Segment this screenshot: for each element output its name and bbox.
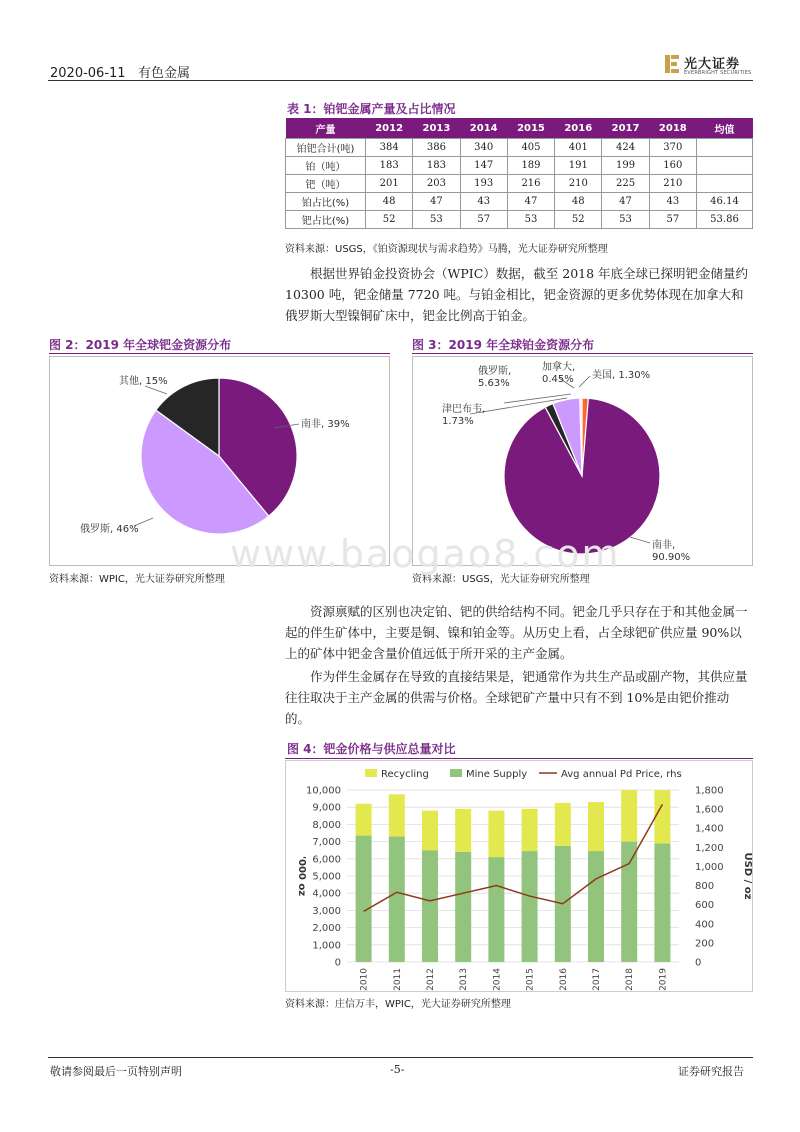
y2-tick-label: 1,200 <box>695 842 724 854</box>
table-row-label: 铂（吨） <box>286 157 366 175</box>
y-tick-label: 9,000 <box>312 802 341 814</box>
report-sector: 有色金属 <box>137 66 190 81</box>
y-tick-label: 8,000 <box>312 819 341 831</box>
table-cell: 57 <box>460 211 507 229</box>
table-cell: 46.14 <box>697 193 753 211</box>
logo-text-en: EVERBRIGHT SECURITIES <box>684 70 752 76</box>
bar-recycling <box>356 804 372 836</box>
table-cell: 53.86 <box>697 211 753 229</box>
bar-recycling <box>488 811 504 857</box>
x-tick-label: 2012 <box>426 968 436 991</box>
table-cell: 199 <box>602 157 649 175</box>
table-row-label: 钯占比(%) <box>286 211 366 229</box>
pie-label-south-africa: 南非, <box>652 540 676 551</box>
table-header-cell: 均值 <box>697 118 753 139</box>
y2-tick-label: 1,400 <box>695 823 724 835</box>
table-cell: 147 <box>460 157 507 175</box>
table-cell: 57 <box>649 211 696 229</box>
y2-tick-label: 1,000 <box>695 861 724 873</box>
table-cell: 183 <box>413 157 460 175</box>
x-tick-label: 2019 <box>658 968 669 991</box>
fig3-source: 资料来源：USGS，光大证券研究所整理 <box>412 574 590 585</box>
report-date-sector <box>50 62 190 81</box>
table-cell: 203 <box>413 175 460 193</box>
logo-mark-icon <box>664 53 680 75</box>
table-cell: 201 <box>366 175 413 193</box>
x-tick-label: 2011 <box>392 968 403 991</box>
table-cell: 386 <box>413 139 460 157</box>
y2-tick-label: 200 <box>695 938 715 950</box>
table-header-row <box>286 118 753 139</box>
page-number: -5- <box>390 1063 405 1076</box>
bar-recycling <box>588 802 604 851</box>
production-table <box>285 118 753 229</box>
bar-recycling <box>422 811 438 851</box>
bar-recycling <box>522 809 538 851</box>
footer-report-type: 证券研究报告 <box>678 1065 744 1078</box>
table-cell: 191 <box>555 157 602 175</box>
table-cell: 384 <box>366 139 413 157</box>
table-cell: 210 <box>555 175 602 193</box>
table-cell: 210 <box>649 175 696 193</box>
pie-label-usa: 美国, 1.30% <box>592 370 651 381</box>
fig4-caption: 图 4：钯金价格与供应总量对比 <box>287 742 456 756</box>
footer-rule <box>48 1057 753 1058</box>
legend-label: Mine Supply <box>466 769 528 780</box>
y-tick-label: 1,000 <box>312 940 341 952</box>
x-tick-label: 2015 <box>525 968 536 991</box>
y-tick-label: 0 <box>334 957 341 969</box>
table-row-label: 铂钯合计(吨) <box>286 139 366 157</box>
fig2-caption: 图 2：2019 年全球钯金资源分布 <box>49 338 232 352</box>
table-cell: 405 <box>507 139 554 157</box>
table-cell: 43 <box>649 193 696 211</box>
table-cell: 189 <box>507 157 554 175</box>
fig2-rule <box>49 353 390 354</box>
bar-mine-supply <box>422 850 438 962</box>
pie-label-russia: 俄罗斯, 46% <box>80 524 139 535</box>
table-cell: 47 <box>413 193 460 211</box>
table-cell: 216 <box>507 175 554 193</box>
table-cell: 52 <box>366 211 413 229</box>
legend-label: Avg annual Pd Price, rhs <box>561 769 682 780</box>
legend-swatch <box>450 769 462 777</box>
footer-disclaimer: 敬请参阅最后一页特别声明 <box>50 1065 182 1078</box>
legend-swatch <box>365 769 377 777</box>
y2-tick-label: 600 <box>695 900 715 912</box>
paragraph-reserves: 根据世界铂金投资协会（WPIC）数据，截至 2018 年底全球已探明钯金储量约 10300 吨，钯金储量 7720 吨。与铂金相比，钯金资源的更多优势体现在加拿大和俄罗斯大型镍铜矿床中，钯金比例高于铂金。 <box>285 266 749 323</box>
bar-mine-supply <box>621 842 637 962</box>
x-tick-label: 2014 <box>492 968 503 991</box>
table-row <box>286 175 753 193</box>
y2-axis-label: USD / oz <box>742 852 753 900</box>
table-row <box>286 139 753 157</box>
brand-logo <box>664 52 754 78</box>
table-header-cell: 2014 <box>460 118 507 139</box>
table-cell: 193 <box>460 175 507 193</box>
table-cell: 183 <box>366 157 413 175</box>
table1-source: 资料来源：USGS，《铂资源现状与需求趋势》马腾，光大证券研究所整理 <box>285 244 608 255</box>
table1-caption: 表 1：铂钯金属产量及占比情况 <box>287 102 456 116</box>
bar-recycling <box>654 790 670 843</box>
table-cell: 53 <box>602 211 649 229</box>
table-cell <box>697 157 753 175</box>
bar-mine-supply <box>389 836 405 962</box>
y-tick-label: 2,000 <box>312 923 341 935</box>
y2-tick-label: 1,600 <box>695 804 724 816</box>
table-header-cell: 2012 <box>366 118 413 139</box>
y-tick-label: 4,000 <box>312 888 341 900</box>
x-tick-label: 2017 <box>592 968 602 991</box>
table-header-cell: 产量 <box>286 118 366 139</box>
table-cell: 225 <box>602 175 649 193</box>
table-row <box>286 211 753 229</box>
table-cell: 53 <box>507 211 554 229</box>
bar-mine-supply <box>522 851 538 962</box>
watermark: www.baogao8.com <box>230 532 621 576</box>
x-tick-label: 2010 <box>359 968 370 991</box>
legend-label: Recycling <box>381 769 429 780</box>
table-cell: 48 <box>366 193 413 211</box>
table-cell <box>697 175 753 193</box>
paragraph-byproduct: 作为伴生金属存在导致的直接结果是，钯通常作为共生产品或副产物，其供应量往往取决于主产金属的供需与价格。全球钯矿产量中只有不到 10%是由钯价推动的。 <box>285 669 748 726</box>
table-cell: 47 <box>602 193 649 211</box>
y2-tick-label: 400 <box>695 919 715 931</box>
bar-mine-supply <box>654 843 670 962</box>
y-tick-label: 3,000 <box>312 905 341 917</box>
pie-label-other: 其他, 15% <box>119 376 168 387</box>
table-cell: 47 <box>507 193 554 211</box>
table-cell: 52 <box>555 211 602 229</box>
pie-label-canada: 加拿大, <box>542 362 576 373</box>
y2-tick-label: 1,800 <box>695 785 724 797</box>
bar-mine-supply <box>488 857 504 962</box>
table-row <box>286 193 753 211</box>
table-cell: 340 <box>460 139 507 157</box>
bar-mine-supply <box>356 836 372 962</box>
logo-text-cn: 光大证券 <box>684 57 741 72</box>
header-rule <box>48 80 753 81</box>
bar-recycling <box>389 794 405 836</box>
table-cell: 53 <box>413 211 460 229</box>
pie-label-south-africa: 南非, 39% <box>301 419 350 430</box>
pie-label-zimbabwe-pct: 1.73% <box>442 416 474 427</box>
y-tick-label: 7,000 <box>312 837 341 849</box>
pie-label-russia: 俄罗斯, <box>478 366 512 377</box>
y2-tick-label: 800 <box>695 881 715 893</box>
table-row-label: 钯（吨） <box>286 175 366 193</box>
table-row <box>286 157 753 175</box>
table-header-cell: 2015 <box>507 118 554 139</box>
bar-mine-supply <box>455 852 471 962</box>
fig4-rule <box>285 758 753 759</box>
fig2-source: 资料来源：WPIC，光大证券研究所整理 <box>49 574 225 585</box>
y2-tick-label: 0 <box>695 957 702 969</box>
table-header-cell: 2017 <box>602 118 649 139</box>
y-axis-label: '000 oz <box>296 855 307 897</box>
pie-label-south-africa-pct: 90.90% <box>652 552 691 563</box>
fig4-source: 资料来源：庄信万丰，WPIC，光大证券研究所整理 <box>285 999 511 1010</box>
table-cell: 424 <box>602 139 649 157</box>
table-cell: 160 <box>649 157 696 175</box>
report-date: 2020-06-11 <box>50 66 126 81</box>
y-tick-label: 6,000 <box>312 854 341 866</box>
pie-label-russia-pct: 5.63% <box>478 378 510 389</box>
table-cell: 43 <box>460 193 507 211</box>
table-row-label: 铂占比(%) <box>286 193 366 211</box>
fig3-caption: 图 3：2019 年全球铂金资源分布 <box>412 338 595 352</box>
bar-recycling <box>455 809 471 852</box>
pie-label-zimbabwe: 津巴布韦, <box>442 404 486 415</box>
paragraph-supply-structure: 资源禀赋的区别也决定铂、钯的供给结构不同。钯金几乎只存在于和其他金属一起的伴生矿体中，主要是铜、镍和铂金等。从历史上看，占全球钯矿供应量 90%以上的矿体中钯金含量价值远低于所开采的主产金属。 <box>285 604 748 661</box>
bar-mine-supply <box>588 851 604 962</box>
x-tick-label: 2013 <box>459 968 470 991</box>
table-cell: 48 <box>555 193 602 211</box>
table-cell: 401 <box>555 139 602 157</box>
table-header-cell: 2018 <box>649 118 696 139</box>
table-header-cell: 2013 <box>413 118 460 139</box>
table-cell: 370 <box>649 139 696 157</box>
y-tick-label: 10,000 <box>306 785 341 797</box>
table-cell <box>697 139 753 157</box>
fig3-rule <box>412 353 753 354</box>
pie-label-canada-pct: 0.45% <box>542 374 574 385</box>
x-tick-label: 2016 <box>558 968 569 991</box>
table-header-cell: 2016 <box>555 118 602 139</box>
bar-recycling <box>555 803 571 846</box>
fig4-bar-line-chart <box>285 760 753 992</box>
y-tick-label: 5,000 <box>312 871 341 883</box>
x-tick-label: 2018 <box>625 968 636 991</box>
bar-recycling <box>621 790 637 842</box>
